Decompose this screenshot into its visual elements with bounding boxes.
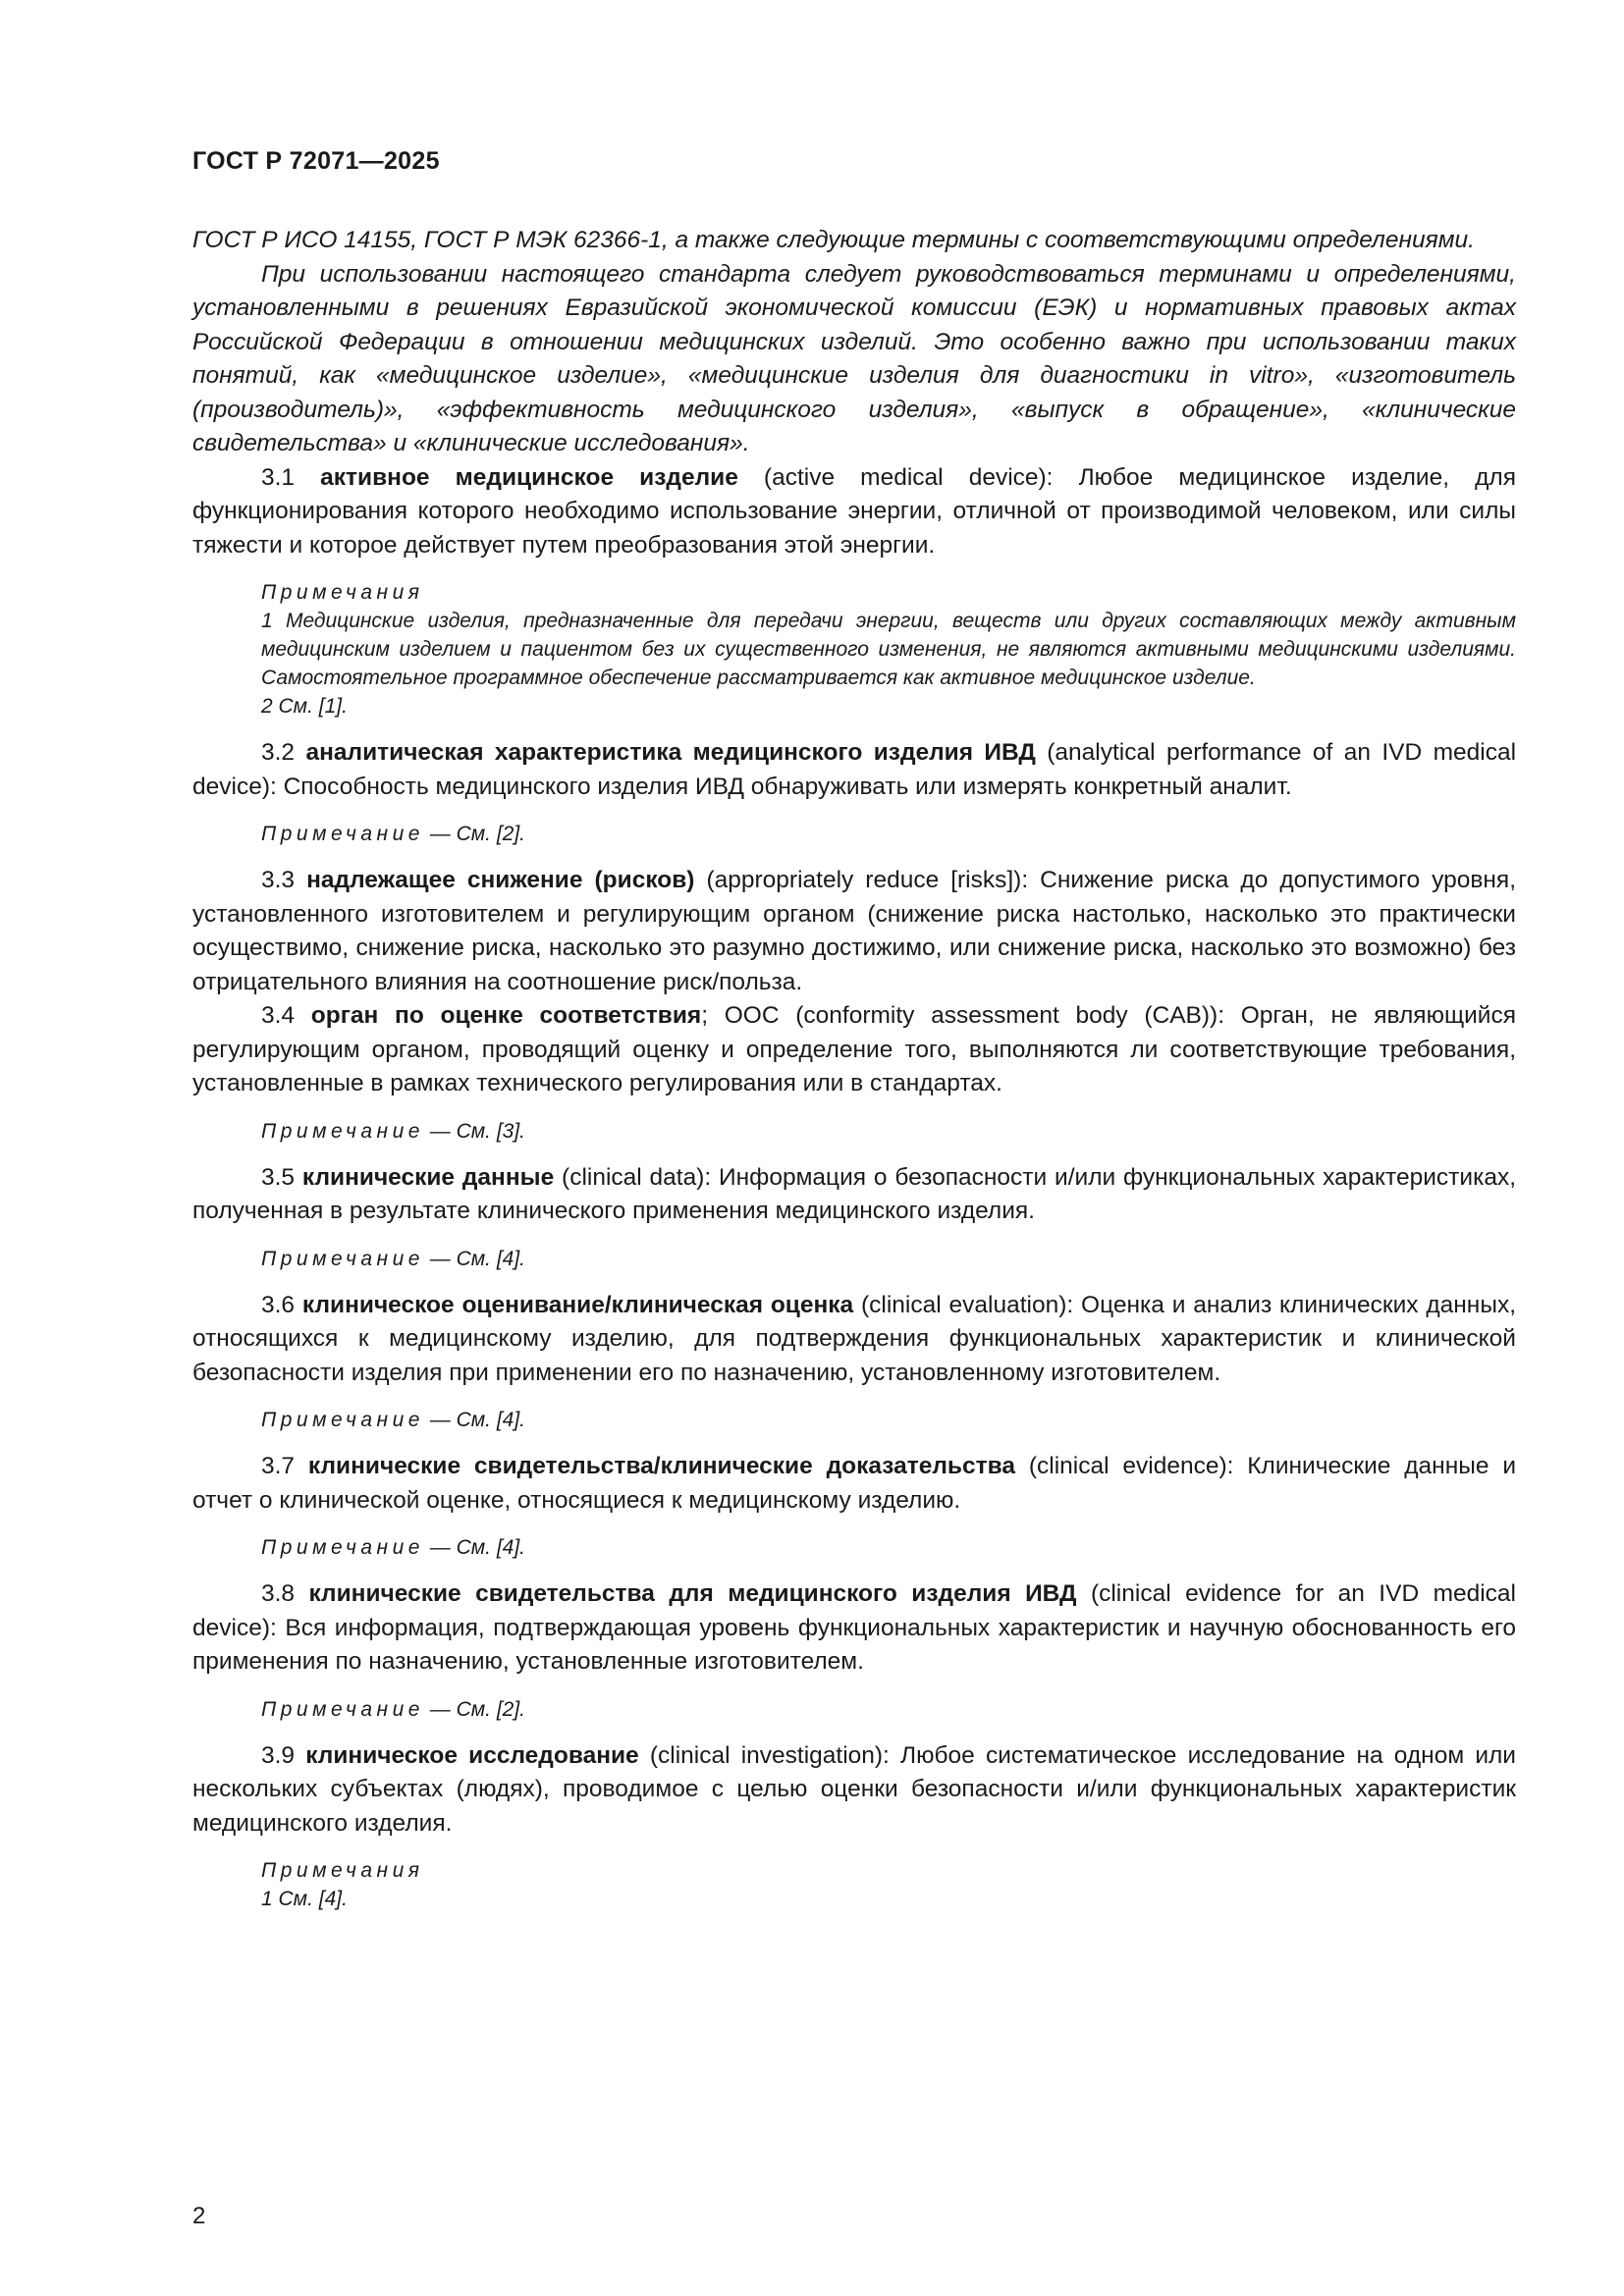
term-3-5: 3.5 клинические данные (clinical data): Информация о безопасности и/или функциональных характеристиках, полученная в результате клинического применения медицинского изделия. <box>192 1163 1517 1224</box>
note-label: Примечание <box>261 1247 424 1270</box>
note-label: Примечания <box>261 1859 424 1882</box>
term-3-9: 3.9 клиническое исследование (clinical investigation): Любое систематическое исследование на одном или нескольких субъектах (людях), проводимое с целью оценки безопасности и/или функциональных характеристик медицинского изделия. <box>192 1741 1516 1837</box>
term-definition: ; ООС (conformity assessment body (CAB)): Орган, не являющийся регулирующим органом, проводящий оценку и определение того, выполняются ли соответствующие требования, установленные в рамках технического регулирования или в стандартах. <box>192 1002 1516 1096</box>
note-3-2: Примечание — См. [2]. <box>261 823 526 845</box>
note-label: Примечание <box>261 1119 424 1143</box>
note-3-4: Примечание — См. [3]. <box>261 1119 526 1143</box>
term-name: надлежащее снижение (рисков) <box>306 867 695 893</box>
term-definition: (clinical investigation): Любое систематическое исследование на одном или нескольких субъектах (людях), проводимое с целью оценки безопасности и/или функциональных характеристик медицинского изделия. <box>192 1741 1516 1837</box>
term-name: клинические свидетельства для медицинского изделия ИВД <box>308 1580 1077 1607</box>
note-3-7: Примечание — См. [4]. <box>261 1536 526 1559</box>
term-definition: (active medical device): Любое медицинское изделие, для функционирования которого необходимо использование энергии, отличной от производимой человеком, или силы тяжести и которое действует путем преобразования этой энергии. <box>192 463 1516 559</box>
note-label: Примечание <box>261 823 424 845</box>
term-definition: (clinical evidence): Клинические данные и отчет о клинической оценке, относящиеся к медицинскому изделию. <box>192 1453 1517 1514</box>
note-label: Примечание <box>261 1697 424 1721</box>
term-name: орган по оценке соответствия <box>310 1002 702 1029</box>
document-body <box>192 224 1516 1913</box>
note-3-6: Примечание — См. [4]. <box>261 1409 526 1431</box>
term-3-3: 3.3 надлежащее снижение (рисков) (appropriately reduce [risks]): Снижение риска до допустимого уровня, установленного изготовителем и регулирующим органом (снижение риска настолько, насколько это практически осуществимо, снижение риска, насколько это разумно достижимо, или снижение риска, насколько это возможно) без отрицательного влияния на соотношение риск/польза. <box>192 867 1517 995</box>
note-3-5: Примечание — См. [4]. <box>261 1247 526 1270</box>
note-item: 2 См. [1]. <box>261 695 348 718</box>
term-3-7: 3.7 клинические свидетельства/клинические доказательства (clinical evidence): Клинические данные и отчет о клинической оценке, относящиеся к медицинскому изделию. <box>192 1453 1517 1514</box>
term-3-4: 3.4 орган по оценке соответствия; ООС (conformity assessment body (CAB)): Орган, не являющийся регулирующим органом, проводящий оценку и определение того, выполняются ли соответствующие требования, установленные в рамках технического регулирования или в стандартах. <box>192 1002 1516 1096</box>
term-3-6: 3.6 клиническое оценивание/клиническая оценка (clinical evaluation): Оценка и анализ клинических данных, относящихся к медицинскому изделию, для подтверждения функциональных характеристик и клинической безопасности изделия при применении его по назначению, установленному изготовителем. <box>192 1291 1517 1386</box>
note-label: Примечания <box>261 581 424 604</box>
standard-header: ГОСТ Р 72071—2025 <box>192 147 440 175</box>
term-definition: (appropriately reduce [risks]): Снижение риска до допустимого уровня, установленного изготовителем и регулирующим органом (снижение риска настолько, насколько это практически осуществимо, снижение риска, насколько это разумно достижимо, или снижение риска, насколько это возможно) без отрицательного влияния на соотношение риск/польза. <box>192 867 1517 995</box>
term-name: клиническое оценивание/клиническая оценка <box>301 1291 854 1318</box>
term-name: клинические свидетельства/клинические доказательства <box>307 1453 1015 1479</box>
note-item: 1 Медицинские изделия, предназначенные для передачи энергии, веществ или других составляющих между активным медицинским изделием и пациентом без их существенного изменения, не являются активными медицинскими изделиями. Самостоятельное программное обеспечение рассматривается как активное медицинское изделие. <box>261 610 1516 689</box>
term-definition: (clinical evaluation): Оценка и анализ клинических данных, относящихся к медицинскому изделию, для подтверждения функциональных характеристик и клинической безопасности изделия при применении его по назначению, установленному изготовителем. <box>192 1291 1517 1386</box>
term-3-2: 3.2 аналитическая характеристика медицинского изделия ИВД (analytical performance of an IVD medical device): Способность медицинского изделия ИВД обнаруживать или измерять конкретный аналит. <box>192 739 1517 800</box>
note-item: 1 См. [4]. <box>261 1888 348 1910</box>
term-3-1: 3.1 активное медицинское изделие (active medical device): Любое медицинское изделие, для функционирования которого необходимо использование энергии, отличной от производимой человеком, или силы тяжести и которое действует путем преобразования этой энергии. <box>192 463 1516 559</box>
intro-paragraph-2: При использовании настоящего стандарта следует руководствоваться терминами и определениями, установленными в решениях Евразийской экономической комиссии (ЕЭК) и нормативных правовых актах Российской Федерации в отношении медицинских изделий. Это особенно важно при использовании таких понятий, как «медицинское изделие», «медицинские изделия для диагностики in vitro», «изготовитель (производитель)», «эффективность медицинского изделия», «выпуск в обращение», «клинические свидетельства» и «клинические исследования». <box>192 260 1516 456</box>
term-3-8: 3.8 клинические свидетельства для медицинского изделия ИВД (clinical evidence for an IVD medical device): Вся информация, подтверждающая уровень функциональных характеристик и научную обоснованность его применения по назначению, установленные изготовителем. <box>192 1580 1516 1675</box>
term-definition: (clinical evidence for an IVD medical device): Вся информация, подтверждающая уровень функциональных характеристик и научную обоснованность его применения по назначению, установленные изготовителем. <box>192 1580 1516 1675</box>
intro-paragraph-1: ГОСТ Р ИСО 14155, ГОСТ Р МЭК 62366-1, а также следующие термины с соответствующими определениями. <box>192 227 1475 253</box>
note-3-8: Примечание — См. [2]. <box>261 1697 526 1721</box>
page-number: 2 <box>192 2203 206 2229</box>
term-name: аналитическая характеристика медицинского изделия ИВД <box>305 739 1036 766</box>
note-3-1 <box>192 578 1516 721</box>
note-label: Примечание <box>261 1409 424 1431</box>
note-label: Примечание <box>261 1536 424 1559</box>
term-definition: (clinical data): Информация о безопасности и/или функциональных характеристиках, полученная в результате клинического применения медицинского изделия. <box>192 1163 1517 1224</box>
term-name: клинические данные <box>301 1163 555 1191</box>
term-name: клиническое исследование <box>305 1741 639 1769</box>
term-name: активное медицинское изделие <box>320 463 738 491</box>
term-definition: (analytical performance of an IVD medical device): Способность медицинского изделия ИВД обнаруживать или измерять конкретный аналит. <box>192 739 1517 800</box>
note-3-9 <box>192 1856 1516 1913</box>
